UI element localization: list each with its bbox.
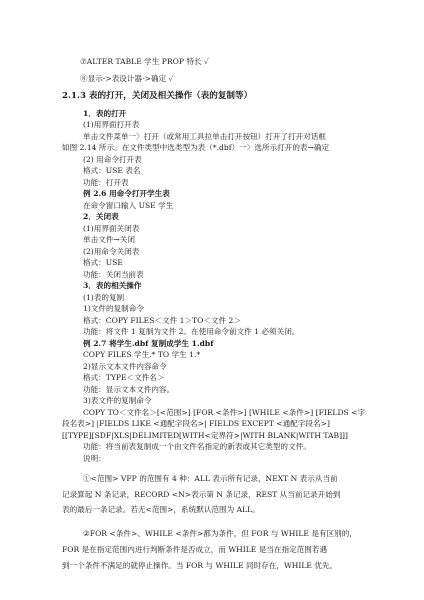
text-line: 如图 2.14 所示。在文件类型中选类型为表（*.dbf）一〉选所示打开的表→确定 [62, 143, 330, 152]
example-heading: 例 2.6 用命令打开学生表 [83, 189, 170, 198]
text-line: 功能：将当前表复制成一个由文件名指定的新表或其它类型的文件。 [83, 442, 311, 451]
text-line: 在命令窗口输入 USE 学生 [83, 201, 174, 210]
text-line: 单击文件→关闭 [83, 235, 135, 244]
text-line: 说明： [83, 454, 106, 463]
text-line: (1)表的复制 [83, 293, 125, 302]
text-line: 功能：将文件 1 复制为文件 2。在使用命令前文件 1 必须关闭。 [83, 327, 300, 336]
example-heading: 例 2.7 将学生.dbf 复制成学生 1.dbf [83, 339, 214, 348]
text-line: (1)用界面关闭表 [83, 224, 140, 233]
text-line: ②FOR <条件>、WHILE <条件>都为条件，但 FOR 与 WHILE 是有区别的， [83, 529, 357, 538]
text-line: 格式：USE [83, 258, 123, 267]
text-line: 功能：显示文本文件内容。 [83, 385, 175, 394]
text-line: 格式：TYPE＜文件名＞ [83, 373, 165, 382]
text-line: 到一个条件不满足的就停止操作。当 FOR 与 WHILE 同时存在，WHILE 优先。 [62, 561, 338, 570]
text-line: 记录算起 N 条记录，RECORD <N>表示第 N 条记录，REST 从当前记录开始到 [62, 490, 341, 499]
text-line: (1)用界面打开表 [83, 120, 140, 129]
text-line: 格式：USE 表名 [83, 166, 141, 175]
text-line: ①<范围> VFP 的范围有 4 种：ALL 表示所有记录，NEXT N 表示从当前 [83, 474, 338, 483]
text-line: 格式：COPY FILES＜文件 1＞TO＜文件 2＞ [83, 316, 241, 325]
text-line: [[TYPE][SDF|XLS|DELIMITED[WITH<定界符>|WITH BLANK|WITH TAB]]] [62, 431, 348, 440]
text-line: 1)文件的复制命令 [83, 304, 144, 313]
text-line: 功能：打开表 [83, 178, 129, 187]
text-line: (2) 用命令打开表 [83, 155, 142, 164]
text-line: FOR 是在指定范围内进行判断条件是否成立，而 WHILE 是当在指定范围若遇 [62, 545, 328, 554]
section-heading: 2.1.3 表的打开，关闭及相关操作（表的复制等） [62, 91, 253, 101]
step-7-line: ⑦ALTER TABLE 学生 PROP 特长 ✓ [80, 57, 209, 66]
text-line: 2)显示文本文件内容命令 [83, 362, 167, 371]
step-8-line: ⑧显示->表设计器->确定 ✓ [80, 74, 174, 83]
text-line: 段名表>] |FIELDS LIKE <通配字段名>| FIELDS EXCEPT <通配字段名>] [62, 419, 330, 428]
text-line: (2)用命令关闭表 [83, 247, 140, 256]
subheading-open-table: 1．表的打开 [83, 109, 127, 118]
subheading-related-ops: 3．表的相关操作 [83, 281, 142, 290]
text-line: 3)表文件的复制命令 [83, 396, 152, 405]
subheading-close-table: 2．关闭表 [83, 212, 119, 221]
text-line: COPY FILES 学生.* TO 学生 1.* [83, 350, 201, 359]
text-line: COPY TO＜文件名＞[<范围>] [FOR <条件>] [WHILE <条件>] [FIELDS <字 [83, 408, 366, 417]
text-line: 功能：关闭当前表 [83, 270, 144, 279]
text-line: 单击文件菜单一〉打开（或常用工具拉单击打开按钮）打开了打开对话框 [83, 132, 326, 141]
text-line: 表的最后一条记录。若无<范围>，系统默认范围为 ALL。 [62, 505, 260, 514]
